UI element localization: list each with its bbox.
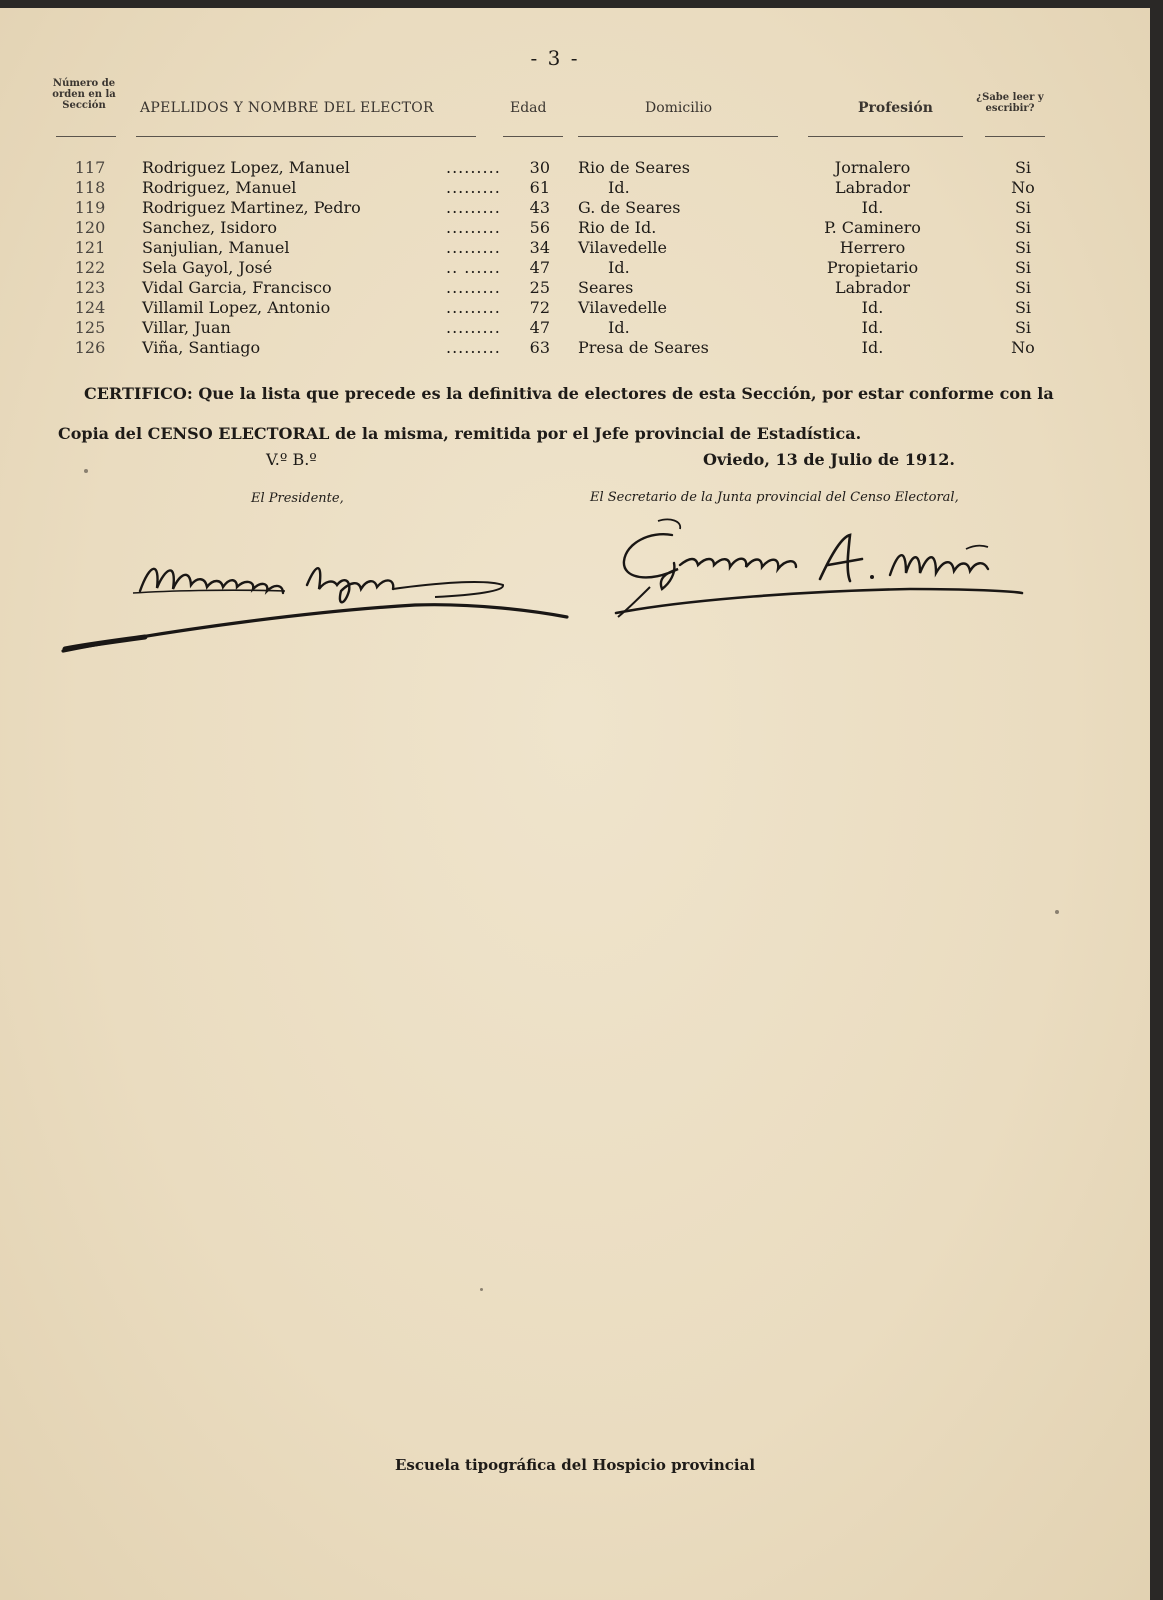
elector-domicile: G. de Seares: [578, 198, 681, 217]
elector-profession: Id.: [861, 318, 884, 337]
elector-domicile: Vilavedelle: [578, 238, 667, 257]
elector-profession: Jornalero: [834, 158, 911, 177]
leader-dots: .. ......: [446, 258, 501, 277]
elector-row: [0, 298, 1150, 318]
header-rule: [136, 136, 476, 137]
header-can-read: ¿Sabe leer y escribir?: [976, 92, 1044, 114]
elector-number: 122: [74, 258, 106, 277]
certification-line-2: Copia del CENSO ELECTORAL de la misma, remitida por el Jefe provincial de Estadística.: [58, 424, 862, 443]
elector-number: 118: [74, 178, 106, 197]
elector-age: 56: [529, 218, 550, 237]
leader-dots: .........: [446, 338, 501, 357]
elector-row: [0, 258, 1150, 278]
elector-age: 61: [529, 178, 550, 197]
elector-age: 47: [529, 318, 550, 337]
elector-age: 34: [529, 238, 550, 257]
header-name: APELLIDOS Y NOMBRE DEL ELECTOR: [140, 100, 434, 116]
elector-domicile: Presa de Seares: [578, 338, 709, 357]
elector-can-read: Si: [1014, 238, 1032, 257]
elector-number: 119: [74, 198, 106, 217]
header-rule: [503, 136, 563, 137]
header-rule: [985, 136, 1045, 137]
elector-age: 30: [529, 158, 550, 177]
page-number: - 3 -: [530, 46, 580, 70]
elector-number: 126: [74, 338, 106, 357]
elector-can-read: Si: [1014, 278, 1032, 297]
president-signature: [55, 533, 585, 663]
elector-row: [0, 238, 1150, 258]
certification-line-1: CERTIFICO: Que la lista que precede es la definitiva de electores de esta Sección, por estar conforme con la: [84, 384, 1054, 403]
elector-domicile: Seares: [578, 278, 634, 297]
elector-row: [0, 158, 1150, 178]
header-profession: Profesión: [858, 100, 933, 116]
elector-can-read: Si: [1014, 198, 1032, 217]
elector-name: Sela Gayol, José: [142, 258, 273, 277]
leader-dots: .........: [446, 298, 501, 317]
secretary-label: El Secretario de la Junta provincial del Censo Electoral,: [590, 490, 959, 505]
elector-profession: P. Caminero: [824, 218, 921, 237]
elector-name: Villar, Juan: [142, 318, 231, 337]
elector-age: 47: [529, 258, 550, 277]
header-rule: [56, 136, 116, 137]
elector-name: Sanchez, Isidoro: [142, 218, 277, 237]
elector-row: [0, 338, 1150, 358]
leader-dots: .........: [446, 198, 501, 217]
header-age: Edad: [510, 100, 547, 116]
elector-domicile: Id.: [608, 258, 630, 277]
elector-number: 121: [74, 238, 106, 257]
header-number: Número de orden en la Sección: [52, 78, 116, 111]
elector-name: Rodriguez Martinez, Pedro: [142, 198, 361, 217]
document-page: [0, 8, 1150, 1600]
elector-profession: Id.: [861, 338, 884, 357]
elector-profession: Id.: [861, 298, 884, 317]
president-label: El Presidente,: [251, 491, 344, 506]
leader-dots: .........: [446, 178, 501, 197]
elector-domicile: Vilavedelle: [578, 298, 667, 317]
elector-row: [0, 178, 1150, 198]
elector-profession: Labrador: [834, 278, 911, 297]
leader-dots: .........: [446, 278, 501, 297]
certification: [58, 374, 1078, 454]
elector-number: 117: [74, 158, 106, 177]
elector-age: 25: [529, 278, 550, 297]
elector-can-read: No: [1011, 178, 1035, 197]
elector-name: Sanjulian, Manuel: [142, 238, 290, 257]
elector-row: [0, 198, 1150, 218]
elector-row: [0, 318, 1150, 338]
elector-table: [0, 158, 1150, 358]
paper-speck: [480, 1288, 483, 1291]
elector-profession: Herrero: [839, 238, 906, 257]
elector-number: 124: [74, 298, 106, 317]
header-rule: [578, 136, 778, 137]
elector-row: [0, 278, 1150, 298]
leader-dots: .........: [446, 218, 501, 237]
elector-age: 63: [529, 338, 550, 357]
printer-imprint: Escuela tipográfica del Hospicio provincial: [394, 1456, 756, 1474]
header-rule: [808, 136, 963, 137]
approval-mark: V.º B.º: [266, 450, 317, 469]
elector-number: 125: [74, 318, 106, 337]
leader-dots: .........: [446, 318, 501, 337]
elector-profession: Propietario: [826, 258, 919, 277]
elector-can-read: Si: [1014, 318, 1032, 337]
elector-number: 123: [74, 278, 106, 297]
elector-row: [0, 218, 1150, 238]
paper-speck: [84, 469, 88, 473]
elector-domicile: Rio de Id.: [578, 218, 657, 237]
secretary-signature: [610, 513, 1040, 633]
elector-profession: Id.: [861, 198, 884, 217]
elector-name: Rodriguez, Manuel: [142, 178, 297, 197]
elector-can-read: Si: [1014, 158, 1032, 177]
elector-name: Vidal Garcia, Francisco: [142, 278, 332, 297]
header-domicile: Domicilio: [645, 100, 713, 116]
paper-speck: [1055, 910, 1059, 914]
elector-profession: Labrador: [834, 178, 911, 197]
elector-can-read: No: [1011, 338, 1035, 357]
elector-name: Viña, Santiago: [142, 338, 261, 357]
elector-age: 72: [529, 298, 550, 317]
elector-name: Rodriguez Lopez, Manuel: [142, 158, 350, 177]
elector-name: Villamil Lopez, Antonio: [142, 298, 331, 317]
elector-can-read: Si: [1014, 218, 1032, 237]
leader-dots: .........: [446, 238, 501, 257]
place-date: Oviedo, 13 de Julio de 1912.: [703, 450, 955, 469]
elector-can-read: Si: [1014, 298, 1032, 317]
elector-age: 43: [529, 198, 550, 217]
elector-can-read: Si: [1014, 258, 1032, 277]
elector-domicile: Rio de Seares: [578, 158, 690, 177]
elector-domicile: Id.: [608, 318, 630, 337]
leader-dots: .........: [446, 158, 501, 177]
elector-domicile: Id.: [608, 178, 630, 197]
elector-number: 120: [74, 218, 106, 237]
